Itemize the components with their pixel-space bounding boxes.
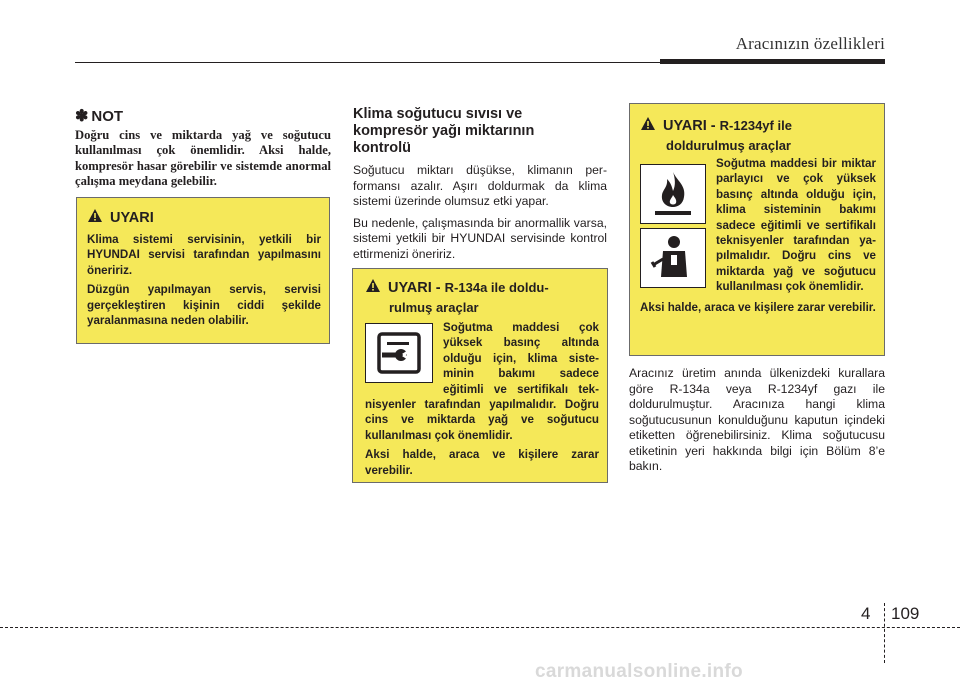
warning-heading	[640, 116, 876, 156]
warning-triangle-icon	[365, 278, 381, 293]
section-title: Klima soğutucu sıvısı ve kompresör yağı miktarının kontrolü	[353, 106, 535, 156]
warning-subtitle: doldurulmuş araçlar	[666, 138, 791, 153]
warning-subtitle: R-1234yf ile	[719, 118, 792, 133]
body-paragraph: Bu nedenle, çalışmasında bir anormallik varsa, sistemi yetkili bir HYUNDAI servisinde kontrol ettirmenizi öneririz.	[353, 215, 607, 261]
warning-triangle-icon	[640, 116, 656, 131]
section-body	[353, 163, 607, 268]
warning-subtitle: rulmuş araçlar	[389, 300, 479, 315]
warning-heading	[365, 278, 599, 318]
warning-triangle-icon	[87, 208, 103, 223]
note-title: NOT	[91, 108, 124, 125]
warning-paragraph: Soğutma maddesi çok yüksek basınç altında olduğu için, klima sisteminin bakımı sadece eğitimli ve sertifikalı teknisyenler tarafından yapılmalıdır. Doğru cins ve miktarda yağ ve soğutucu kullanılması çok önemlidir.	[365, 321, 599, 442]
warning-title: UYARI	[110, 210, 154, 226]
flammable-icon	[640, 164, 706, 224]
warning-paragraph: Düzgün yapılmayan servis, servisi gerçekleştiren kişinin ciddi şekilde yaralanmasına neden olabilir.	[87, 283, 321, 328]
warning-box-r1234yf	[629, 103, 885, 356]
note-star-icon: ✽	[75, 108, 89, 125]
warning-paragraph: Soğutma maddesi bir miktar parlayıcı ve çok yüksek basınç altında olduğu için, klima sisteminin bakımı sadece eğitimli ve sertifikalı teknisyenler tarafından yapılmalıdır. Doğru cins ve miktarda yağ ve soğutucu kullanılması çok önemlidir.	[716, 157, 876, 294]
warning-paragraph: Klima sistemi servisinin, yetkili bir HYUNDAI servisi tarafından yapılmasını öneririz.	[87, 233, 321, 277]
watermark: carmanualsonline.info	[535, 661, 743, 682]
warning-box-general	[76, 197, 330, 344]
warning-paragraph: Aksi halde, araca ve kişilere zarar verebilir.	[365, 448, 599, 477]
footer-rule	[0, 627, 960, 628]
warning-heading	[87, 208, 321, 226]
technician-icon	[640, 228, 706, 288]
running-header: Aracınızın özellikleri	[735, 34, 885, 53]
page-number: 109	[891, 604, 920, 623]
header-bar	[660, 59, 885, 64]
wrench-manual-icon	[365, 323, 433, 383]
header-rule	[75, 62, 660, 63]
warning-box-r134a	[352, 268, 608, 483]
warning-subtitle: R-134a ile doldu-	[444, 280, 549, 295]
note-body: Doğru cins ve miktarda yağ ve soğutucu kullanılması çok önemlidir. Aksi halde, kompresör hasar görebilir ve sistemde anormal çalışma meydana gelebilir.	[75, 128, 331, 188]
footer-divider	[884, 603, 885, 663]
warning-title: UYARI -	[663, 118, 720, 134]
body-paragraph: Soğutucu miktarı düşükse, klimanın performansı azalır. Aşırı doldurmak da klima sistemi üzerinde olumsuz etki yapar.	[353, 163, 607, 208]
warning-title: UYARI -	[388, 280, 445, 296]
chapter-number: 4	[861, 604, 871, 623]
note-heading	[75, 106, 123, 126]
body-paragraph: Aracınız üretim anında ülkenizdeki kurallara göre R-134a veya R-1234yf gazı ile doldurulmuştur. Aracınıza hangi klima soğutucusunun konulduğunu kaputun içindeki etiketten öğrenebilirsiniz. Klima soğutucusu etiketinin yeri hakkında bilgi için Bölüm 8’e bakın.	[629, 366, 885, 473]
warning-paragraph: Aksi halde, araca ve kişilere zarar verebilir.	[640, 300, 876, 314]
